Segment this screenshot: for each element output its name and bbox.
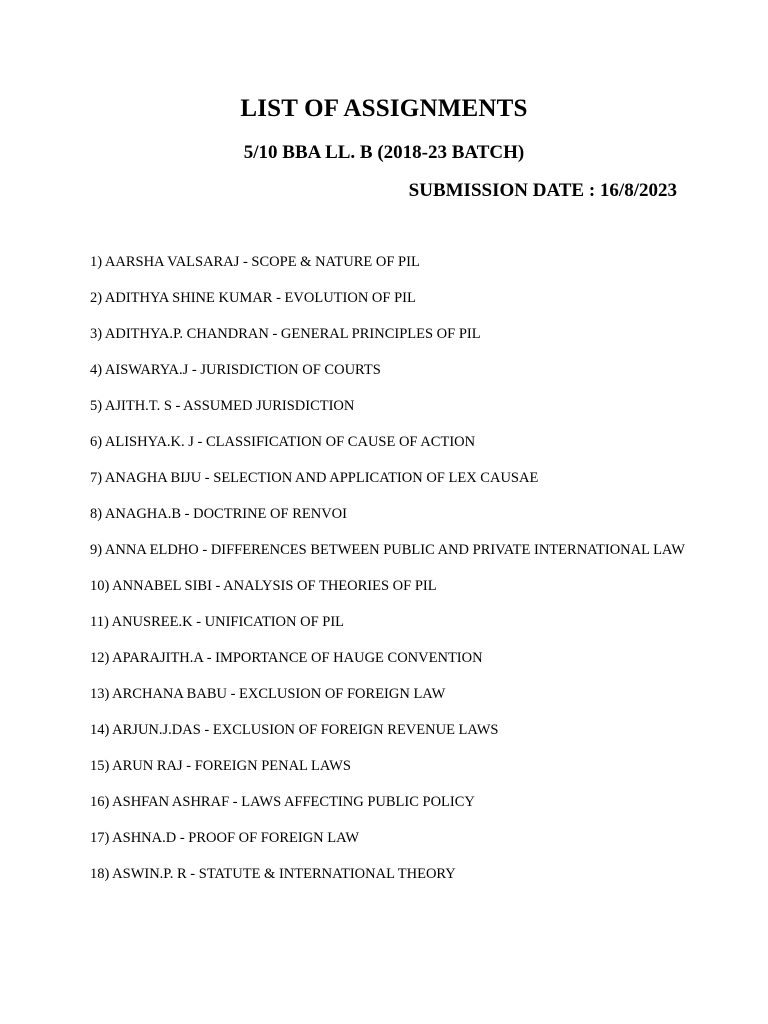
assignment-item: 13) ARCHANA BABU - EXCLUSION OF FOREIGN LAW: [90, 686, 446, 702]
assignment-item: 18) ASWIN.P. R - STATUTE & INTERNATIONAL THEORY: [90, 866, 456, 882]
assignment-item: 17) ASHNA.D - PROOF OF FOREIGN LAW: [90, 830, 360, 846]
assignment-item: 14) ARJUN.J.DAS - EXCLUSION OF FOREIGN REVENUE LAWS: [90, 722, 499, 738]
assignment-item: 16) ASHFAN ASHRAF - LAWS AFFECTING PUBLIC POLICY: [90, 794, 475, 810]
assignment-item: 3) ADITHYA.P. CHANDRAN - GENERAL PRINCIPLES OF PIL: [90, 326, 481, 342]
assignment-item: 2) ADITHYA SHINE KUMAR - EVOLUTION OF PIL: [90, 290, 416, 306]
assignment-item: 11) ANUSREE.K - UNIFICATION OF PIL: [90, 614, 345, 630]
assignment-item: 7) ANAGHA BIJU - SELECTION AND APPLICATION OF LEX CAUSAE: [90, 470, 539, 486]
assignment-item: 9) ANNA ELDHO - DIFFERENCES BETWEEN PUBLIC AND PRIVATE INTERNATIONAL LAW: [90, 542, 685, 558]
assignment-item: 10) ANNABEL SIBI - ANALYSIS OF THEORIES OF PIL: [90, 578, 437, 594]
assignment-item: 1) AARSHA VALSARAJ - SCOPE & NATURE OF PIL: [90, 254, 420, 270]
assignment-item: 5) AJITH.T. S - ASSUMED JURISDICTION: [90, 398, 355, 414]
document-title: LIST OF ASSIGNMENTS: [240, 95, 528, 122]
assignment-item: 4) AISWARYA.J - JURISDICTION OF COURTS: [90, 362, 381, 378]
assignment-item: 15) ARUN RAJ - FOREIGN PENAL LAWS: [90, 758, 351, 774]
document-subtitle: 5/10 BBA LL. B (2018-23 BATCH): [243, 142, 525, 163]
assignment-item: 6) ALISHYA.K. J - CLASSIFICATION OF CAUSE OF ACTION: [90, 434, 476, 450]
submission-date: SUBMISSION DATE : 16/8/2023: [408, 180, 677, 201]
assignment-item: 8) ANAGHA.B - DOCTRINE OF RENVOI: [90, 506, 347, 522]
assignment-item: 12) APARAJITH.A - IMPORTANCE OF HAUGE CONVENTION: [90, 650, 483, 666]
assignment-list: [90, 252, 690, 900]
